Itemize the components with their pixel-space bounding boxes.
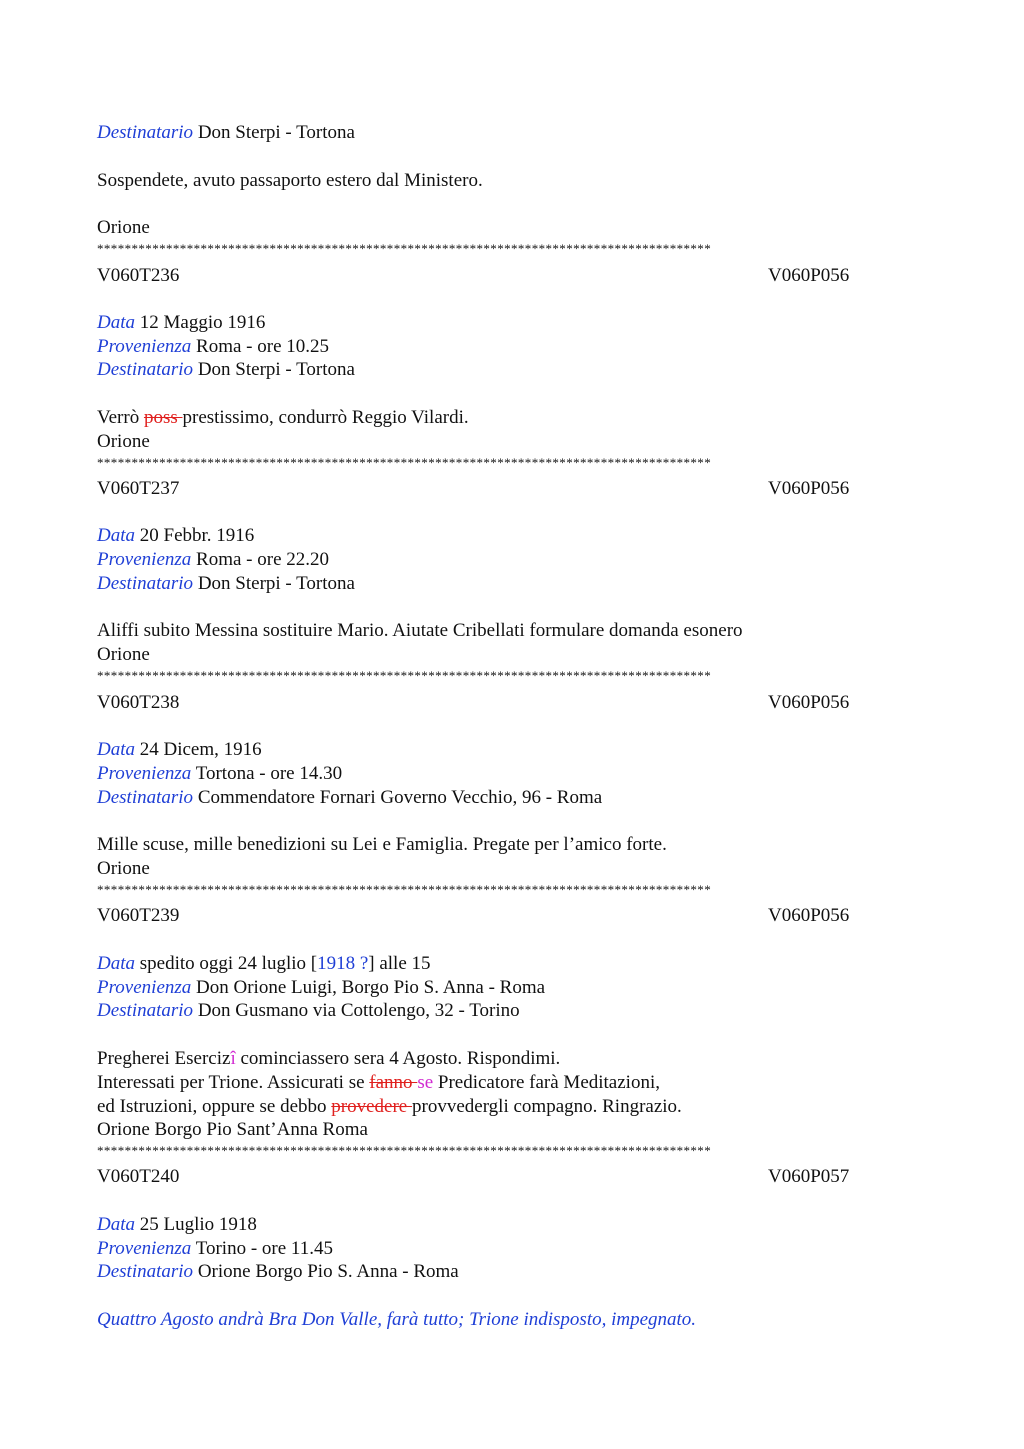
entry-body: Aliffi subito Messina sostituire Mario. Aiutate Cribellati formulare domanda esonero bbox=[97, 620, 743, 641]
provenienza-label: Provenienza bbox=[97, 1238, 192, 1259]
data-label: Data bbox=[97, 739, 135, 760]
entry-data-line bbox=[97, 738, 262, 762]
entry-code: V060T239 bbox=[97, 905, 180, 926]
provenienza-label: Provenienza bbox=[97, 336, 192, 357]
entry-destinatario-line bbox=[97, 786, 602, 810]
body-text: cominciassero sera 4 Agosto. Rispondimi. bbox=[235, 1048, 561, 1069]
destinatario-value: Don Gusmano via Cottolengo, 32 - Torino bbox=[197, 1000, 520, 1021]
body-text: Pregherei Eserciz bbox=[97, 1048, 231, 1069]
entry-page: V060P056 bbox=[768, 692, 850, 713]
entry-page: V060P056 bbox=[768, 265, 850, 286]
provenienza-value: Don Orione Luigi, Borgo Pio S. Anna - Roma bbox=[196, 977, 546, 998]
data-label: Data bbox=[97, 525, 135, 546]
data-value: 20 Febbr. 1916 bbox=[139, 525, 255, 546]
data-value: 25 Luglio 1918 bbox=[139, 1214, 257, 1235]
data-value: 12 Maggio 1916 bbox=[139, 312, 266, 333]
entry-page: V060P056 bbox=[768, 905, 850, 926]
entry-signature: Orione bbox=[97, 644, 150, 665]
entry-body bbox=[97, 406, 469, 430]
editorial-mark: î bbox=[230, 1048, 236, 1069]
entry-page: V060P056 bbox=[768, 478, 850, 499]
destinatario-label: Destinatario bbox=[97, 573, 194, 594]
entry-provenienza-line bbox=[97, 548, 329, 572]
destinatario-label: Destinatario bbox=[97, 787, 194, 808]
destinatario-label: Destinatario bbox=[97, 359, 194, 380]
entry-code: V060T240 bbox=[97, 1166, 180, 1187]
destinatario-value: Don Sterpi - Tortona bbox=[197, 573, 355, 594]
entry-data-line bbox=[97, 952, 431, 976]
body-text: ed Istruzioni, oppure se debbo bbox=[97, 1096, 332, 1117]
entry-body-line-2 bbox=[97, 1071, 660, 1095]
data-value: 24 Dicem, 1916 bbox=[139, 739, 262, 760]
separator: ***************************************************************************************** bbox=[97, 669, 712, 683]
entry-code: V060T236 bbox=[97, 265, 180, 286]
provenienza-value: Tortona - ore 14.30 bbox=[195, 763, 343, 784]
top-destinatario-line bbox=[97, 121, 355, 145]
destinatario-value: Don Sterpi - Tortona bbox=[197, 122, 355, 143]
data-value-suffix: ] alle 15 bbox=[368, 953, 431, 974]
top-signature: Orione bbox=[97, 217, 150, 238]
data-label: Data bbox=[97, 312, 135, 333]
destinatario-label: Destinatario bbox=[97, 1261, 194, 1282]
entry-destinatario-line bbox=[97, 1260, 459, 1284]
destinatario-value: Orione Borgo Pio S. Anna - Roma bbox=[197, 1261, 459, 1282]
body-text: Predicatore farà Meditazioni, bbox=[433, 1072, 660, 1093]
entry-signature: Orione bbox=[97, 431, 150, 452]
provenienza-value: Roma - ore 10.25 bbox=[196, 336, 330, 357]
entry-destinatario-line bbox=[97, 358, 355, 382]
provenienza-label: Provenienza bbox=[97, 977, 192, 998]
body-text: Verrò bbox=[97, 407, 144, 428]
destinatario-value: Commendatore Fornari Governo Vecchio, 96 - Roma bbox=[197, 787, 603, 808]
inserted-text: se bbox=[417, 1072, 434, 1093]
entry-body-line-3 bbox=[97, 1095, 682, 1119]
separator: ***************************************************************************************** bbox=[97, 242, 712, 256]
deleted-text: fanno bbox=[369, 1072, 418, 1093]
entry-body-line-1 bbox=[97, 1047, 560, 1071]
entry-provenienza-line bbox=[97, 762, 342, 786]
entry-body: Mille scuse, mille benedizioni su Lei e Famiglia. Pregate per l’amico forte. bbox=[97, 834, 667, 855]
entry-provenienza-line bbox=[97, 1237, 333, 1261]
data-label: Data bbox=[97, 953, 135, 974]
destinatario-value: Don Sterpi - Tortona bbox=[197, 359, 355, 380]
provenienza-value: Torino - ore 11.45 bbox=[195, 1238, 333, 1259]
entry-code: V060T238 bbox=[97, 692, 180, 713]
provenienza-value: Roma - ore 22.20 bbox=[196, 549, 330, 570]
deleted-text: poss bbox=[143, 407, 183, 428]
entry-destinatario-line bbox=[97, 572, 355, 596]
entry-provenienza-line bbox=[97, 335, 329, 359]
deleted-text: provedere bbox=[331, 1096, 412, 1117]
entry-page: V060P057 bbox=[768, 1166, 850, 1187]
data-label: Data bbox=[97, 1214, 135, 1235]
entry-data-line bbox=[97, 1213, 257, 1237]
separator: ***************************************************************************************** bbox=[97, 883, 712, 897]
body-text: Interessati per Trione. Assicurati se bbox=[97, 1072, 370, 1093]
separator: ***************************************************************************************** bbox=[97, 1144, 712, 1158]
body-text: prestissimo, condurrò Reggio Vilardi. bbox=[182, 407, 469, 428]
entry-destinatario-line bbox=[97, 999, 520, 1023]
destinatario-label: Destinatario bbox=[97, 1000, 194, 1021]
entry-data-line bbox=[97, 311, 265, 335]
data-value-prefix: spedito oggi 24 luglio [ bbox=[139, 953, 318, 974]
entry-provenienza-line bbox=[97, 976, 545, 1000]
uncertain-year: 1918 ? bbox=[317, 953, 369, 974]
top-body: Sospendete, avuto passaporto estero dal Ministero. bbox=[97, 170, 483, 191]
entry-data-line bbox=[97, 524, 254, 548]
provenienza-label: Provenienza bbox=[97, 549, 192, 570]
body-text: provvedergli compagno. Ringrazio. bbox=[412, 1096, 682, 1117]
entry-signature: Orione bbox=[97, 858, 150, 879]
provenienza-label: Provenienza bbox=[97, 763, 192, 784]
entry-signature: Orione Borgo Pio Sant’Anna Roma bbox=[97, 1119, 368, 1140]
entry-code: V060T237 bbox=[97, 478, 180, 499]
destinatario-label: Destinatario bbox=[97, 122, 194, 143]
separator: ***************************************************************************************** bbox=[97, 456, 712, 470]
reply-body: Quattro Agosto andrà Bra Don Valle, farà tutto; Trione indisposto, impegnato. bbox=[97, 1309, 697, 1330]
